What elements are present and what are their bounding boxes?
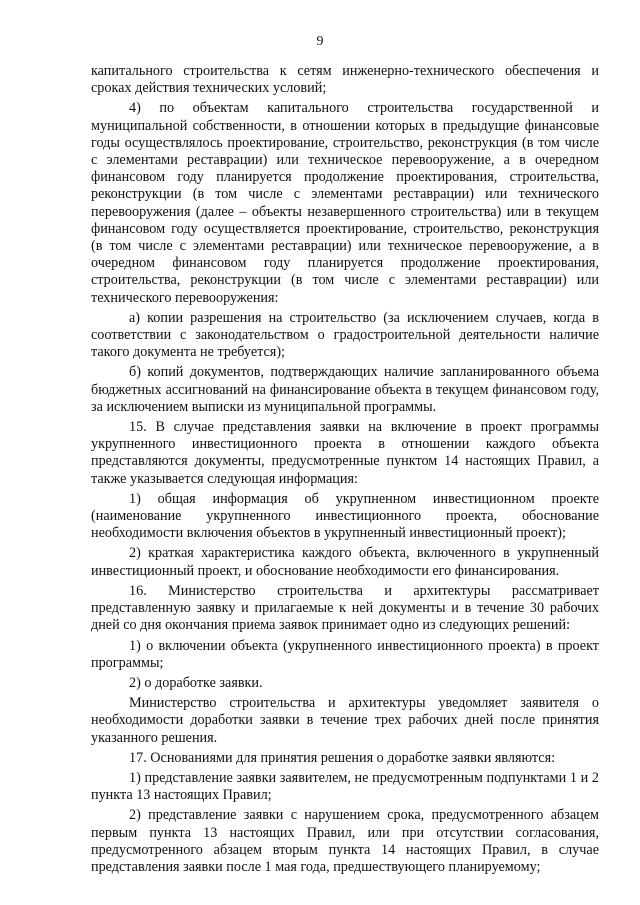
paragraph: 2) представление заявки с нарушением срока, предусмотренного абзацем первым пункта 13 настоящих Правил, или при отсутствии согласования, предусмотренного абзацем вторым пункта 14 настоящих Правил, в случае представления заявки после 1 мая года, предшествующего планируемому;	[91, 807, 599, 875]
document-body	[91, 63, 599, 879]
paragraph: 15. В случае представления заявки на включение в проект программы укрупненного инвестиционного проекта в отношении каждого объекта представляются документы, предусмотренные пунктом 14 настоящих Правил, а также указывается следующая информация:	[91, 419, 599, 487]
paragraph: б) копий документов, подтверждающих наличие запланированного объема бюджетных ассигнований на финансирование объекта в текущем финансовом году, за исключением выписки из муниципальной программы.	[91, 364, 599, 415]
paragraph: 17. Основаниями для принятия решения о доработке заявки являются:	[129, 749, 556, 766]
page-number: 9	[316, 34, 324, 49]
paragraph: 1) представление заявки заявителем, не предусмотренным подпунктами 1 и 2 пункта 13 настоящих Правил;	[91, 769, 599, 804]
paragraph: 16. Министерство строительства и архитектуры рассматривает представленную заявку и прилагаемые к ней документы и в течение 30 рабочих дней со дня окончания приема заявок принимает одно из следующих решений:	[91, 582, 599, 634]
paragraph: Министерство строительства и архитектуры уведомляет заявителя о необходимости доработки заявки в течение трех рабочих дней после принятия указанного решения.	[91, 695, 599, 746]
paragraph: 1) общая информация об укрупненном инвестиционном проекте (наименование укрупненного инвестиционного проекта, обоснование необходимости включения объектов в укрупненный инвестиционный проект);	[91, 490, 599, 542]
paragraph: 1) о включении объекта (укрупненного инвестиционного проекта) в проект программы;	[91, 637, 599, 671]
paragraph: 2) о доработке заявки.	[129, 674, 263, 691]
paragraph: 2) краткая характеристика каждого объекта, включенного в укрупненный инвестиционный проект, и обоснование необходимости его финансирования.	[91, 545, 599, 579]
paragraph: капитального строительства к сетям инженерно-технического обеспечения и сроках действия технических условий;	[91, 63, 599, 97]
paragraph: а) копии разрешения на строительство (за исключением случаев, когда в соответствии с законодательством о градостроительной деятельности наличие такого документа не требуется);	[91, 309, 599, 361]
paragraph: 4) по объектам капитального строительства государственной и муниципальной собственности, в отношении которых в предыдущие финансовые годы осуществлялось проектирование, строительство, реконструкция (в том числе с элементами реставрации) или техническое перевооружение, а в очередном финансовом году планируется продолжение проектирования, строительства, реконструкции (в том числе с элементами реставрации) или технического перевооружения (далее – объекты незавершенного строительства) или в текущем финансовом году осуществляется проектирование, строительство, реконструкция (в том числе с элементами реставрации) или техническое перевооружение, а в очередном финансовом году планируется продолжение проектирования, строительства, реконструкции (в том числе с элементами реставрации) или технического перевооружения:	[91, 100, 599, 306]
